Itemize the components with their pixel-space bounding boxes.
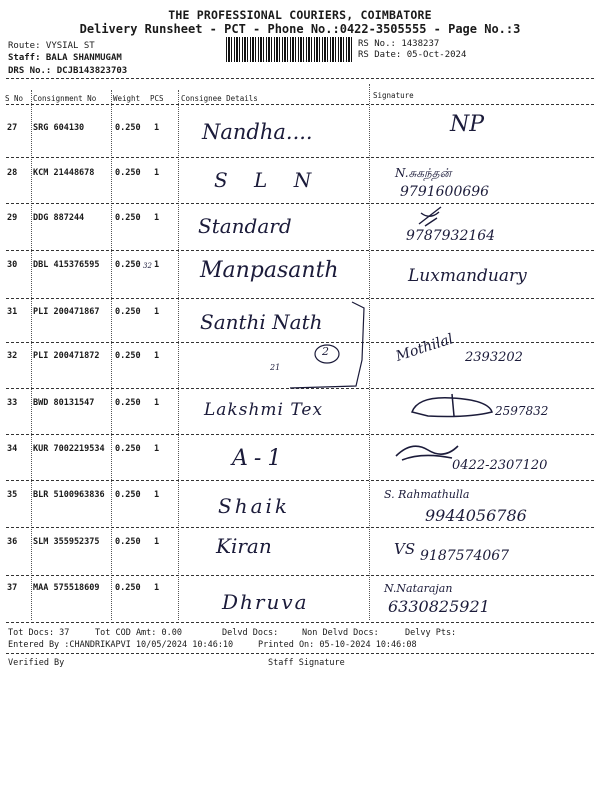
row-consignment: PLI 200471872 [33,351,100,361]
row-weight: 0.250 [115,490,141,500]
row-consignee-handwriting: Kiran [216,534,272,558]
row-phone: 6330825921 [388,597,490,616]
barcode-image [226,37,354,62]
row-phone: 0422-2307120 [452,458,548,473]
row-sno: 32 [7,351,18,361]
row-signature: Mothilal [393,331,456,365]
row-signature: VS [394,540,416,558]
route-label: Route: VYSIAL ST [8,41,95,51]
row-pcs: 1 [154,537,160,547]
col-divider [31,90,32,620]
row-pcs: 1 [154,351,160,361]
row-pcs: 1 [154,213,160,223]
col-pcs-header: PCS [150,94,164,103]
row-phone: 9787932164 [406,228,496,244]
row-signature: Luxmanduary [408,266,527,286]
row-consignee-handwriting: Manpasanth [200,258,339,283]
row-separator [6,434,594,435]
row-weight: 0.250 [115,537,141,547]
row-separator [6,527,594,528]
row-phone: 9791600696 [400,184,490,200]
row-sno: 36 [7,537,18,547]
runsheet-subtitle: Delivery Runsheet - PCT - Phone No.:0422-3505555 - Page No.:3 [79,22,521,36]
rs-number: RS No.: 1438237 [358,39,440,49]
col-sno-header: S No [5,94,24,103]
row-consignment: SLM 355952375 [33,537,100,547]
row-pcs: 1 [154,398,160,408]
signature-scribble-icon [415,204,445,228]
col-signature-header: Signature [373,91,414,100]
header-rule-bottom [6,104,594,105]
row-consignment: KCM 21448678 [33,168,95,178]
row-consignment: SRG 604130 [33,123,85,133]
row-weight: 0.250 [115,213,141,223]
row-weight: 0.250 [115,583,141,593]
row-sno: 35 [7,490,18,500]
row-signature: NP [450,112,485,137]
row-consignee-handwriting: Nandha.... [202,120,313,144]
col-consignment-header: Consignment No [33,94,97,103]
col-divider [111,90,112,620]
row-sno: 27 [7,123,18,133]
row-weight: 0.250 [115,260,141,270]
row-weight: 0.250 [115,398,141,408]
row-phone: 9187574067 [420,548,510,564]
row-phone: 2597832 [495,404,549,418]
row-consignee-handwriting: A-1 [232,446,288,471]
row-consignment: BLR 5100963836 [33,490,105,500]
printed-on: Printed On: 05-10-2024 10:46:08 [258,640,417,650]
margin-mark: 21 [270,363,281,372]
col-weight-header: Weight [113,94,141,103]
row-separator [6,298,594,299]
row-pcs: 1 [154,260,160,270]
footer-rule [6,653,594,654]
table-bottom-rule [6,622,594,623]
row-consignee-handwriting: Dhruva [222,590,309,614]
staff-signature: Staff Signature [268,658,345,668]
row-signature: S. Rahmathulla [384,488,470,501]
row-consignment: DBL 415376595 [33,260,100,270]
row-consignment: KUR 7002219534 [33,444,105,454]
row-weight: 0.250 [115,123,141,133]
row-separator [6,480,594,481]
row-separator [6,575,594,576]
row-weight: 0.250 [115,307,141,317]
row-sno: 29 [7,213,18,223]
row-separator [6,250,594,251]
col-consignee-header: Consignee Details [181,94,258,103]
row-consignment: MAA 575518609 [33,583,100,593]
row-pcs: 1 [154,583,160,593]
row-phone: 2393202 [465,350,523,365]
row-sno: 37 [7,583,18,593]
row-separator [6,157,594,158]
row-consignment: DDG 887244 [33,213,85,223]
row-phone: 9944056786 [425,506,527,525]
non-delivered-docs: Non Delvd Docs: [302,628,379,638]
rs-date: RS Date: 05-Oct-2024 [358,50,467,60]
delivery-points: Delvy Pts: [405,628,457,638]
col-divider [178,90,179,620]
row-pcs: 1 [154,307,160,317]
entered-by: Entered By :CHANDRIKAPVI 10/05/2024 10:46:10 [8,640,234,650]
row-consignee-handwriting: Shaik [218,494,291,518]
header-rule-top [6,78,594,79]
row-sno: 28 [7,168,18,178]
drs-number: DRS No.: DCJB143823703 [8,66,128,76]
staff-label: Staff: BALA SHANMUGAM [8,53,122,63]
row-consignment: PLI 200471867 [33,307,100,317]
row-consignment: BWD 80131547 [33,398,95,408]
row-weight: 0.250 [115,168,141,178]
row-pcs: 1 [154,444,160,454]
row-separator [6,203,594,204]
total-docs: Tot Docs: 37 [8,628,70,638]
row-consignee-handwriting: Lakshmi Tex [204,400,324,420]
margin-mark: 32 [143,262,152,270]
row-weight: 0.250 [115,444,141,454]
signature-loop-icon [408,392,498,424]
total-cod-amount: Tot COD Amt: 0.00 [95,628,182,638]
row-sno: 31 [7,307,18,317]
row-consignee-handwriting: Standard [198,214,292,238]
row-signature: N.Natarajan [384,582,453,595]
row-sno: 34 [7,444,18,454]
row-pcs: 1 [154,490,160,500]
row-consignee-handwriting: S L N [214,168,322,192]
verified-by: Verified By [8,658,65,668]
row-pcs: 1 [154,123,160,133]
row-signature: N.சுகந்தன் [395,166,452,180]
row-weight: 0.250 [115,351,141,361]
delivered-docs: Delvd Docs: [222,628,279,638]
row-consignee-handwriting: Santhi Nath [200,310,323,334]
company-title: THE PROFESSIONAL COURIERS, COIMBATORE [168,8,432,22]
circled-number: 2 [322,345,329,358]
row-sno: 30 [7,260,18,270]
row-sno: 33 [7,398,18,408]
row-pcs: 1 [154,168,160,178]
